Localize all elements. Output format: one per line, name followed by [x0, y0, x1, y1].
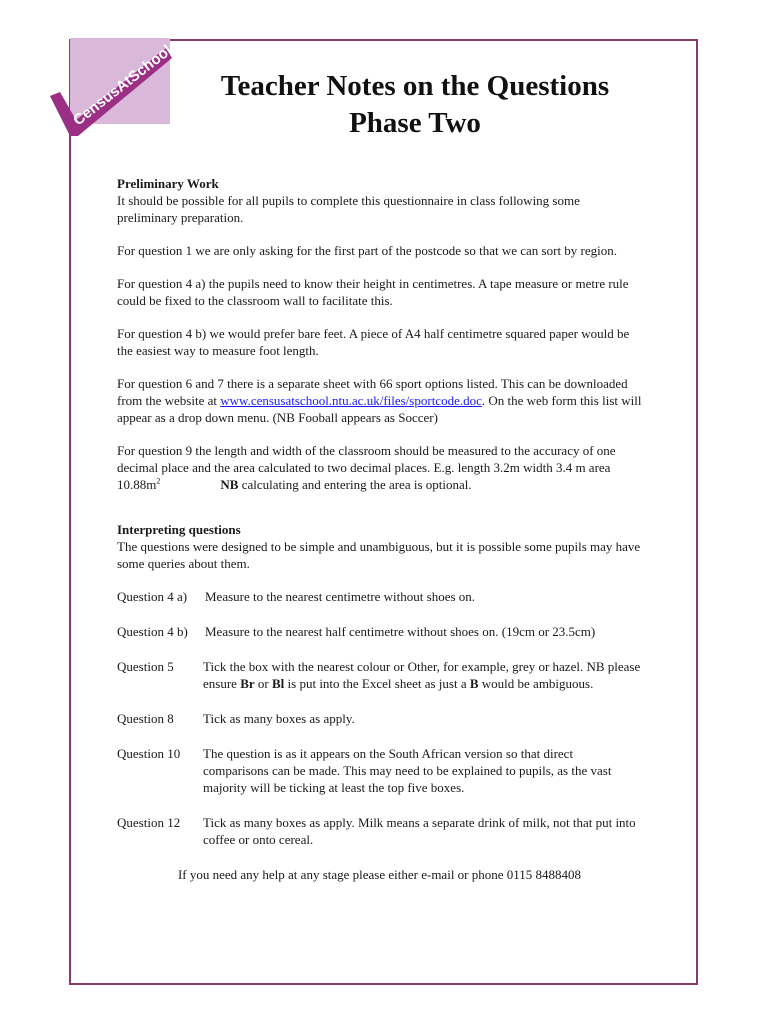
question-10-text: The question is as it appears on the South African version so that direct comparisons can be made. This may need to be explained to pupils, as the vast majority will be ticking at least the top five boxes. [203, 746, 612, 795]
p6-nb-text: calculating and entering the area is optional. [238, 477, 472, 492]
question-8-text: Tick as many boxes as apply. [203, 711, 355, 726]
sportcode-link[interactable]: www.censusatschool.ntu.ac.uk/files/sportcode.doc [220, 393, 482, 408]
question-10-row [117, 745, 642, 796]
interpreting-intro: The questions were designed to be simple and unambiguous, but it is possible some pupils may have some queries about them. [117, 539, 641, 571]
p5-text-after: . On the web form this list will appear as a drop down menu. (NB Fooball appears as Soccer) [117, 393, 642, 425]
preliminary-p6 [117, 442, 642, 493]
question-12-text: Tick as many boxes as apply. Milk means a separate drink of milk, not that put into coffee or onto cereal. [203, 815, 636, 847]
p6-text: For question 9 the length and width of the classroom should be measured to the accuracy of one decimal place and the area calculated to two decimal places. E.g. length 3.2m width 3.4 m area 10.88m [117, 443, 616, 492]
title-line-1: Teacher Notes on the Questions [220, 70, 610, 102]
preliminary-p2: For question 1 we are only asking for the first part of the postcode so that we can sort by region. [117, 243, 618, 258]
question-4b-row [117, 623, 642, 640]
preliminary-p5 [117, 375, 642, 426]
question-5-text: Tick the box with the nearest colour or Other, for example, grey or hazel. NB please ensure Br or Bl is put into the Excel sheet as just a B would be ambiguous. [203, 659, 641, 691]
title-line-2: Phase Two [349, 107, 481, 139]
preliminary-p4: For question 4 b) we would prefer bare feet. A piece of A4 half centimetre squared paper would be the easiest way to measure foot length. [117, 326, 630, 358]
preliminary-p1: It should be possible for all pupils to complete this questionnaire in class following some preliminary preparation. [117, 193, 580, 225]
help-contact-line: If you need any help at any stage please either e-mail or phone 0115 8488408 [177, 867, 582, 882]
question-8-label: Question 8 [117, 711, 174, 726]
logo-text: CensusAtSchool [69, 41, 176, 130]
p6-superscript: 2 [156, 476, 161, 486]
p5-text-before: For question 6 and 7 there is a separate sheet with 66 sport options listed. This can be downloaded from the website at [117, 376, 628, 408]
question-12-row [117, 814, 642, 848]
p6-nb: NB [220, 477, 239, 492]
preliminary-p3: For question 4 a) the pupils need to know their height in centimetres. A tape measure or metre rule could be fixed to the classroom wall to facilitate this. [117, 276, 629, 308]
question-4a-row [117, 588, 642, 605]
censusatschool-logo [46, 38, 176, 138]
interpreting-heading: Interpreting questions [117, 522, 241, 537]
question-5-row [117, 658, 642, 692]
question-4b-text: Measure to the nearest half centimetre without shoes on. (19cm or 23.5cm) [205, 624, 596, 639]
question-10-label: Question 10 [117, 746, 181, 761]
preliminary-heading: Preliminary Work [117, 176, 219, 191]
question-12-label: Question 12 [117, 815, 181, 830]
question-4a-text: Measure to the nearest centimetre without shoes on. [205, 589, 476, 604]
question-5-label: Question 5 [117, 659, 174, 674]
question-4b-label: Question 4 b) [117, 624, 188, 639]
question-4a-label: Question 4 a) [117, 589, 188, 604]
document-body [117, 175, 642, 883]
page-title [170, 68, 660, 142]
question-8-row [117, 710, 642, 727]
